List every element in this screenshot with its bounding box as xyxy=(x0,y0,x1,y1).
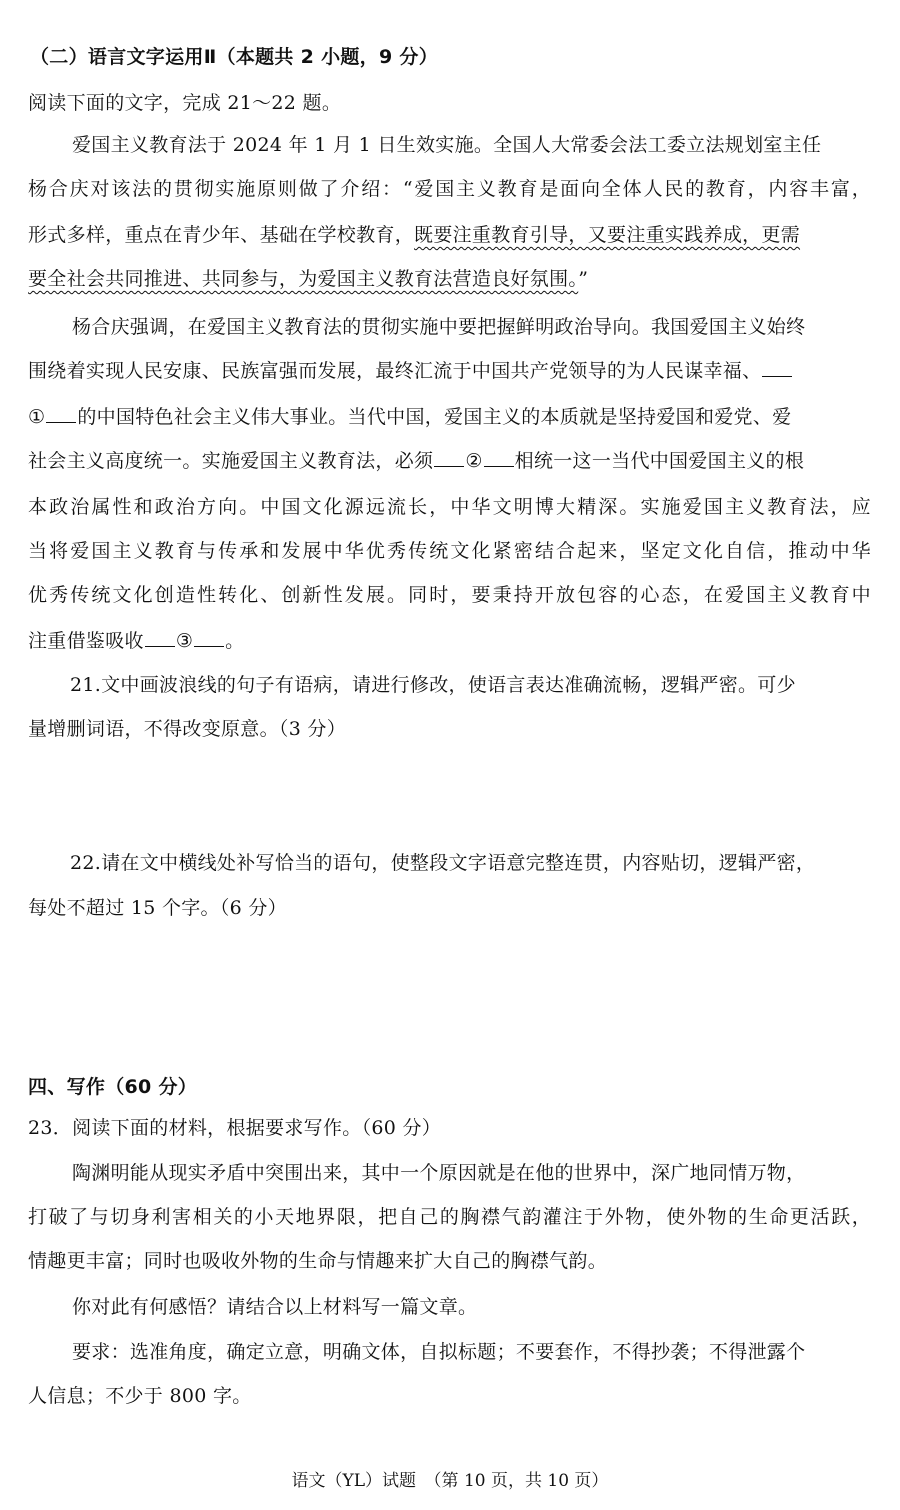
passage-text: 的中国特色社会主义伟大事业。当代中国，爱国主义的本质就是坚持爱国和爱党、爱 xyxy=(77,406,792,428)
passage-line xyxy=(28,446,804,473)
question-21-cont: 量增删词语，不得改变原意。（3 分） xyxy=(28,718,347,740)
passage-line xyxy=(28,626,244,653)
question-21: 21.文中画波浪线的句子有语病，请进行修改，使语言表达准确流畅，逻辑严密。可少 xyxy=(70,674,796,696)
answer-blank xyxy=(46,421,76,423)
writing-prompt: 你对此有何感悟？请结合以上材料写一篇文章。 xyxy=(72,1296,478,1318)
passage-line: 优秀传统文化创造性转化、创新性发展。同时，要秉持开放包容的心态，在爱国主义教育中 xyxy=(28,584,871,606)
wavy-underlined-sentence: 既要注重教育引导，又要注重实践养成，更需 xyxy=(414,224,801,246)
writing-requirements-cont: 人信息；不少于 800 字。 xyxy=(28,1385,252,1407)
material-line: 陶渊明能从现实矛盾中突围出来，其中一个原因就是在他的世界中，深广地同情万物， xyxy=(72,1162,806,1184)
material-line: 情趣更丰富；同时也吸收外物的生命与情趣来扩大自己的胸襟气韵。 xyxy=(28,1250,608,1272)
section-heading: 四、写作（60 分） xyxy=(28,1076,198,1098)
answer-blank xyxy=(484,465,514,467)
passage-line xyxy=(28,356,793,383)
passage-line: 本政治属性和政治方向。中国文化源远流长，中华文明博大精深。实施爱国主义教育法，应 xyxy=(28,496,871,518)
passage-line: 当将爱国主义教育与传承和发展中华优秀传统文化紧密结合起来，坚定文化自信，推动中华 xyxy=(28,540,871,562)
passage-line xyxy=(28,402,791,429)
page-footer: 语文（YL）试题 （第 10 页，共 10 页） xyxy=(291,1471,609,1491)
answer-blank xyxy=(762,375,792,377)
passage-line: 杨合庆强调，在爱国主义教育法的贯彻实施中要把握鲜明政治导向。我国爱国主义始终 xyxy=(72,316,806,338)
reading-instruction: 阅读下面的文字，完成 21～22 题。 xyxy=(28,92,342,114)
passage-text: 注重借鉴吸收 xyxy=(28,630,144,652)
passage-text: ” xyxy=(578,268,589,290)
passage-text: 形式多样，重点在青少年、基础在学校教育， xyxy=(28,224,415,246)
passage-line xyxy=(28,264,588,291)
wavy-underlined-sentence: 要全社会共同推进、共同参与，为爱国主义教育法营造良好氛围。 xyxy=(28,268,579,290)
blank-marker-2: ② xyxy=(465,450,483,472)
question-22: 22.请在文中横线处补写恰当的语句，使整段文字语意完整连贯，内容贴切，逻辑严密， xyxy=(70,852,816,874)
passage-text: 。 xyxy=(225,630,245,652)
passage-line xyxy=(28,220,800,247)
passage-text: 相统一这一当代中国爱国主义的根 xyxy=(514,450,805,472)
blank-marker-1: ① xyxy=(28,406,46,428)
question-23: 23．阅读下面的材料，根据要求写作。（60 分） xyxy=(28,1117,442,1139)
passage-line: 爱国主义教育法于 2024 年 1 月 1 日生效实施。全国人大常委会法工委立法规划室主任 xyxy=(72,134,822,156)
answer-blank xyxy=(194,645,224,647)
passage-line: 杨合庆对该法的贯彻实施原则做了介绍：“爱国主义教育是面向全体人民的教育，内容丰富， xyxy=(28,178,871,200)
question-22-cont: 每处不超过 15 个字。（6 分） xyxy=(28,897,287,919)
material-line: 打破了与切身利害相关的小天地界限，把自己的胸襟气韵灌注于外物，使外物的生命更活跃， xyxy=(28,1206,871,1228)
section-heading: （二）语言文字运用Ⅱ（本题共 2 小题，9 分） xyxy=(30,46,439,68)
passage-text: 社会主义高度统一。实施爱国主义教育法，必须 xyxy=(28,450,434,472)
answer-blank xyxy=(434,465,464,467)
answer-blank xyxy=(145,645,175,647)
writing-requirements: 要求：选准角度，确定立意，明确文体，自拟标题；不要套作，不得抄袭；不得泄露个 xyxy=(72,1341,806,1363)
passage-text: 围绕着实现人民安康、民族富强而发展，最终汇流于中国共产党领导的为人民谋幸福、 xyxy=(28,360,762,382)
blank-marker-3: ③ xyxy=(175,630,194,652)
